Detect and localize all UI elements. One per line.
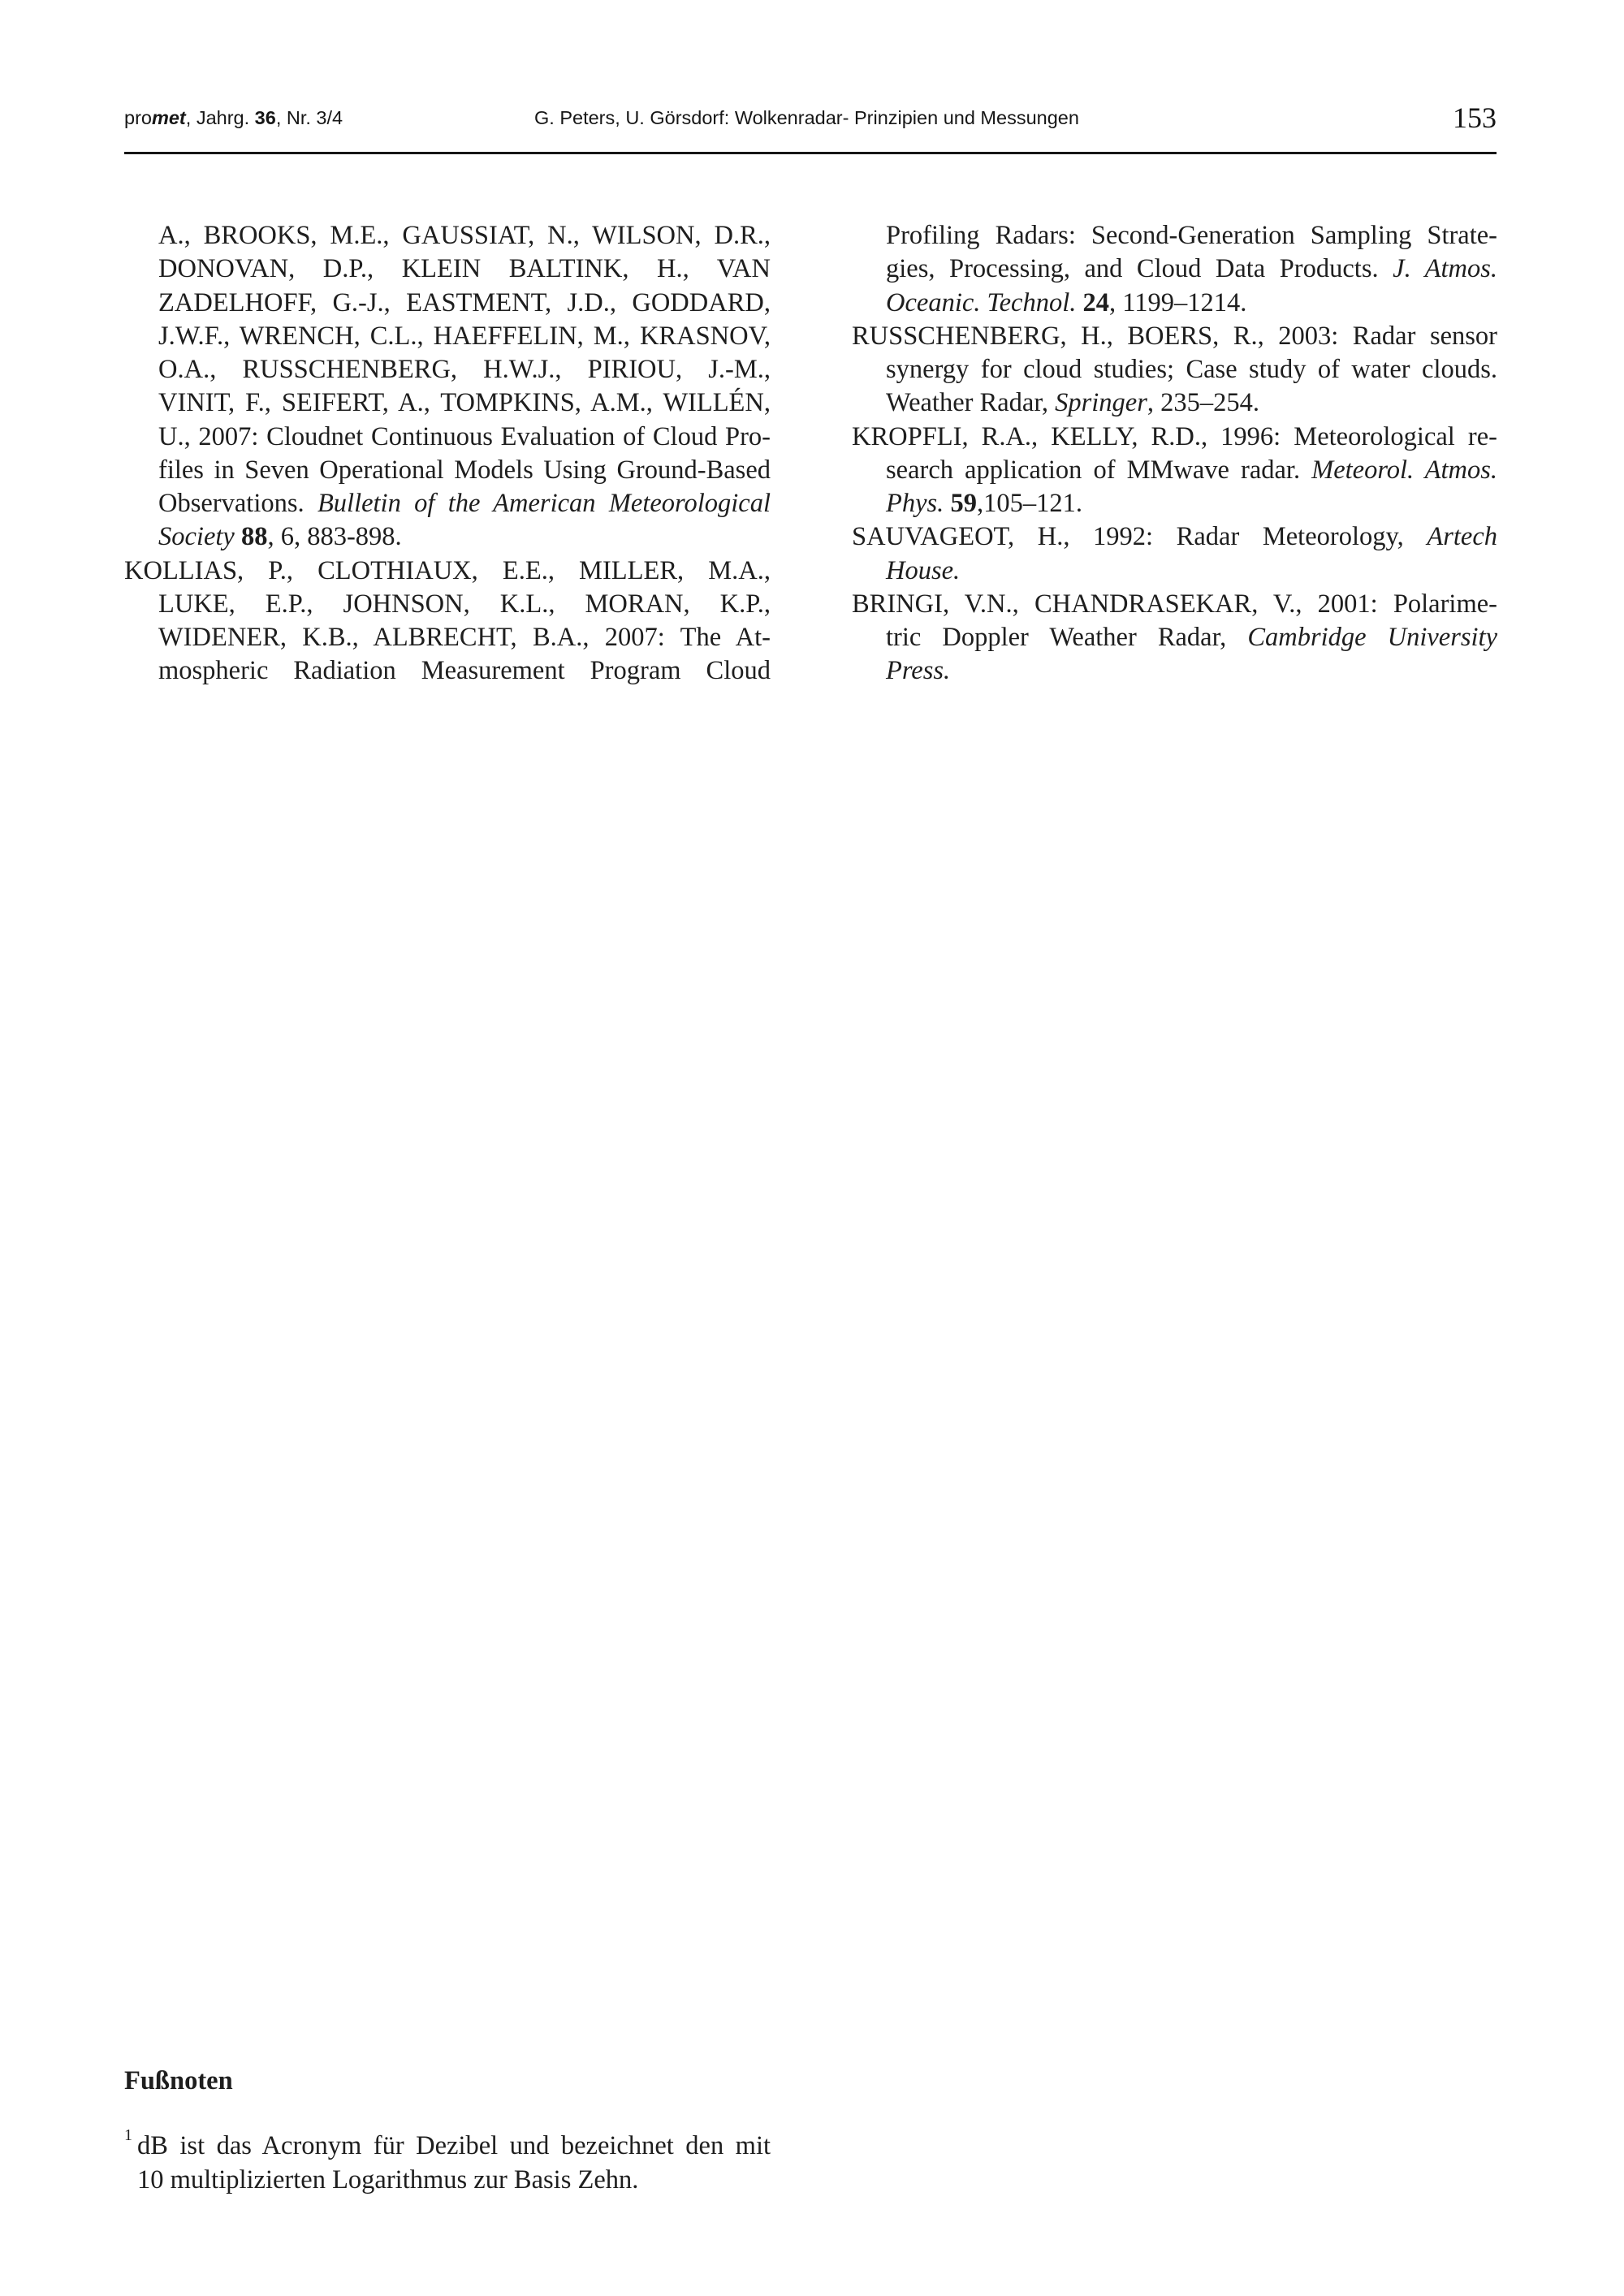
footnote-line: dB ist das Acronym für Dezibel und bezeichnet den mit bbox=[137, 2131, 771, 2160]
reference-line bbox=[852, 520, 1497, 554]
publication-title: Springer bbox=[1055, 388, 1147, 418]
publication-title: Society bbox=[158, 522, 241, 552]
reference-text: gies, Processing, and Cloud Data Products. bbox=[886, 254, 1393, 284]
reference-line: LUKE, E.P., JOHNSON, K.L., MORAN, K.P., bbox=[158, 589, 771, 619]
reference-line: VINIT, F., SEIFERT, A., TOMPKINS, A.M., WILLÉN, bbox=[158, 388, 771, 418]
reference-line bbox=[158, 520, 771, 554]
reference-text: tric Doppler Weather Radar, bbox=[886, 623, 1248, 652]
reference-text: SAUVAGEOT, H., 1992: Radar Meteorology, bbox=[852, 522, 1427, 552]
journal-name-end: met bbox=[151, 107, 186, 128]
reference-line: Profiling Radars: Second-Generation Sampling Strate- bbox=[886, 221, 1497, 250]
footnote-text bbox=[137, 2129, 771, 2197]
reference-line: O.A., RUSSCHENBERG, H.W.J., PIRIOU, J.-M., bbox=[158, 355, 771, 384]
reference-line: A., BROOKS, M.E., GAUSSIAT, N., WILSON, D.R., bbox=[158, 221, 771, 250]
footnote-marker: 1 bbox=[124, 2126, 132, 2144]
running-title: G. Peters, U. Görsdorf: Wolkenradar- Prinzipien und Messungen bbox=[534, 107, 1079, 128]
reference-text: Weather Radar, bbox=[886, 388, 1056, 418]
reference-text: , 1199–1214. bbox=[1109, 287, 1247, 317]
footnote-line: 10 multiplizierten Logarithmus zur Basis Zehn. bbox=[137, 2165, 639, 2195]
issue-suffix: , Nr. 3/4 bbox=[275, 107, 343, 128]
publication-title: J. Atmos. bbox=[1393, 254, 1497, 284]
reference-line: Press. bbox=[886, 656, 951, 686]
reference-line: files in Seven Operational Models Using Ground-Based bbox=[158, 455, 771, 485]
reference-line: KOLLIAS, P., CLOTHIAUX, E.E., MILLER, M.A., bbox=[124, 555, 771, 585]
reference-line: mospheric Radiation Measurement Program Cloud bbox=[158, 656, 771, 686]
reference-text: , 235–254. bbox=[1147, 388, 1259, 418]
reference-entry bbox=[852, 421, 1497, 521]
reference-line bbox=[886, 252, 1497, 286]
reference-line bbox=[886, 621, 1497, 654]
reference-line: synergy for cloud studies; Case study of water clouds. bbox=[886, 355, 1497, 384]
reference-entry bbox=[124, 555, 771, 688]
journal-name-start: pro bbox=[124, 107, 152, 128]
footnotes-heading: Fußnoten bbox=[124, 2066, 233, 2095]
reference-line: U., 2007: Cloudnet Continuous Evaluation of Cloud Pro- bbox=[158, 421, 771, 451]
publication-title: Meteorol. Atmos. bbox=[1311, 455, 1498, 485]
reference-entry bbox=[852, 219, 1497, 320]
volume-number: 24 bbox=[1082, 287, 1109, 317]
page-number: 153 bbox=[1453, 101, 1497, 134]
publication-title: Artech bbox=[1427, 522, 1497, 552]
journal-issue bbox=[124, 106, 343, 130]
volume-number: 59 bbox=[950, 489, 977, 518]
reference-line bbox=[886, 287, 1497, 320]
reference-line bbox=[158, 487, 771, 520]
publication-title: Oceanic. Technol. bbox=[886, 287, 1083, 317]
reference-line: J.W.F., WRENCH, C.L., HAEFFELIN, M., KRASNOV, bbox=[158, 321, 771, 351]
reference-entry bbox=[852, 320, 1497, 421]
publication-title: Phys. bbox=[886, 489, 951, 518]
reference-entry bbox=[852, 520, 1497, 588]
reference-line: BRINGI, V.N., CHANDRASEKAR, V., 2001: Polarime- bbox=[852, 589, 1497, 619]
reference-text: search application of MMwave radar. bbox=[886, 455, 1312, 485]
reference-line: DONOVAN, D.P., KLEIN BALTINK, H., VAN bbox=[158, 254, 771, 284]
reference-line bbox=[886, 386, 1497, 420]
reference-line: WIDENER, K.B., ALBRECHT, B.A., 2007: The At- bbox=[158, 623, 771, 652]
reference-entry bbox=[124, 219, 771, 555]
reference-text: Observations. bbox=[158, 489, 317, 518]
header-rule bbox=[124, 152, 1497, 154]
reference-line bbox=[886, 454, 1497, 487]
reference-line: House. bbox=[886, 555, 961, 585]
reference-line bbox=[886, 487, 1497, 520]
reference-line: RUSSCHENBERG, H., BOERS, R., 2003: Radar sensor bbox=[852, 321, 1497, 351]
reference-line: ZADELHOFF, G.-J., EASTMENT, J.D., GODDARD, bbox=[158, 287, 771, 317]
references-left-column bbox=[124, 219, 771, 688]
issue-prefix: , Jahrg. bbox=[185, 107, 255, 128]
volume-number: 36 bbox=[254, 107, 276, 128]
reference-entry bbox=[852, 588, 1497, 688]
reference-text: , 6, 883-898. bbox=[267, 522, 402, 552]
reference-line: KROPFLI, R.A., KELLY, R.D., 1996: Meteorological re- bbox=[852, 421, 1497, 451]
volume-number: 88 bbox=[240, 522, 268, 552]
references-right-column bbox=[852, 219, 1497, 688]
publication-title: Cambridge University bbox=[1247, 623, 1497, 652]
publication-title: Bulletin of the American Meteorological bbox=[317, 489, 771, 518]
reference-text: ,105–121. bbox=[976, 489, 1082, 518]
